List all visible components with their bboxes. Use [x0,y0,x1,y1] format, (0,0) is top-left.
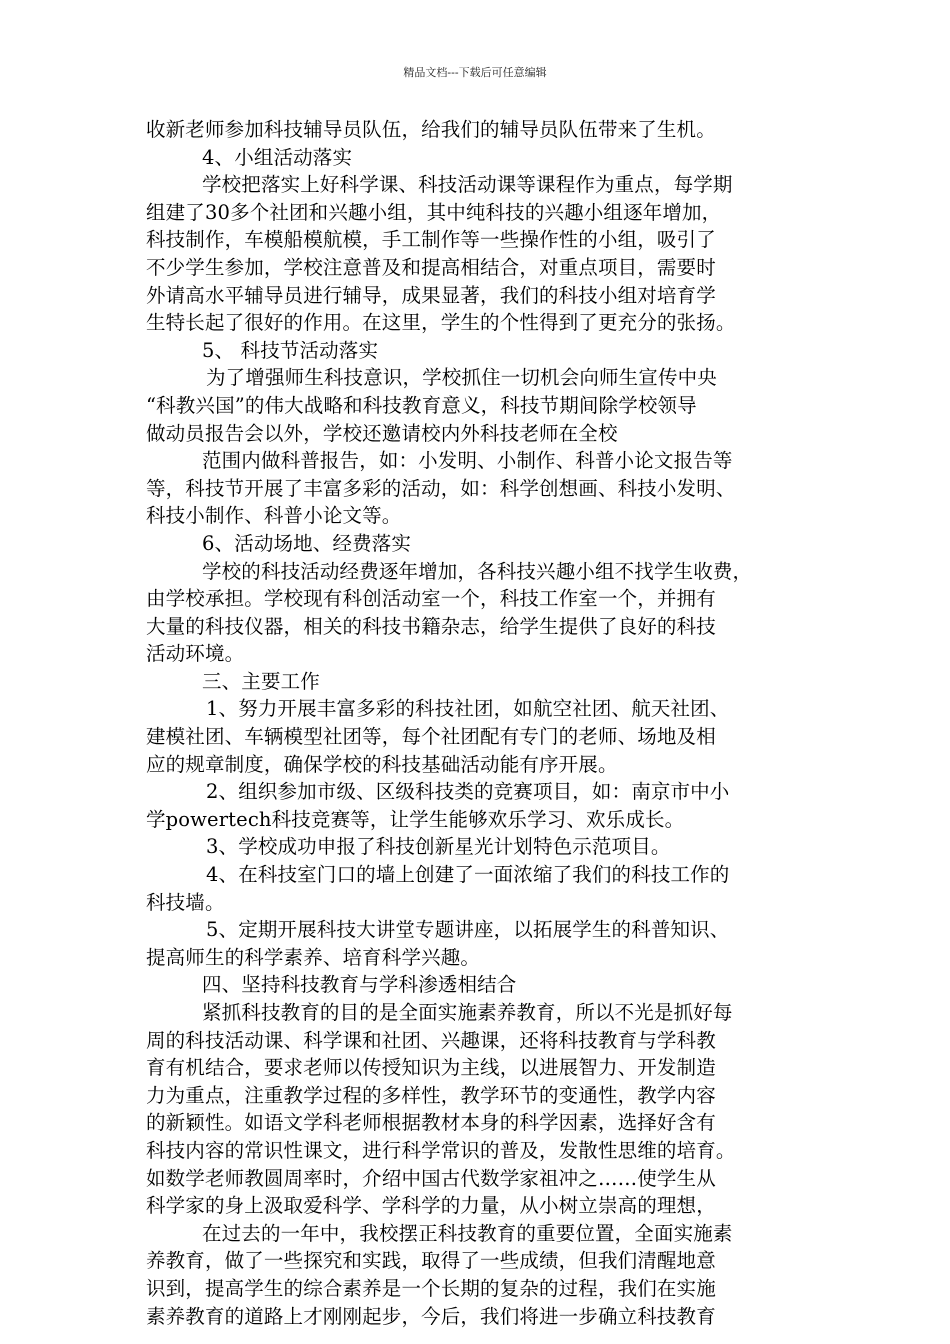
text-line: 由学校承担。学校现有科创活动室一个，科技工作室一个，并拥有 [146,587,716,611]
text-line: 2、组织参加市级、区级科技类的竞赛项目，如：南京市中小 [206,780,730,804]
text-line: 外请高水平辅导员进行辅导，成果显著，我们的科技小组对培育学 [146,283,716,307]
text-line: 6、活动场地、经费落实 [202,531,412,555]
text-line: 在过去的一年中，我校摆正科技教育的重要位置，全面实施素 [202,1221,733,1245]
text-line: 应的规章制度，确保学校的科技基础活动能有序开展。 [146,752,618,776]
text-line: 科技制作，车模船模航模，手工制作等一些操作性的小组，吸引了 [146,228,716,252]
text-line: 3、学校成功申报了科技创新星光计划特色示范项目。 [206,835,671,859]
text-line: 5、定期开展科技大讲堂专题讲座，以拓展学生的科普知识、 [206,918,730,942]
text-line: 养教育，做了一些探究和实践，取得了一些成绩，但我们清醒地意 [146,1249,716,1273]
text-line: 素养教育的道路上才刚刚起步，今后，我们将进一步确立科技教育 [146,1304,716,1328]
text-line: 紧抓科技教育的目的是全面实施素养教育，所以不光是抓好每 [202,1001,733,1024]
text-line: 生特长起了很好的作用。在这里，学生的个性得到了更充分的张扬。 [146,311,736,335]
text-line: 学校把落实上好科学课、科技活动课等课程作为重点，每学期 [202,173,733,197]
text-line: 三、主要工作 [202,669,320,693]
text-line: 大量的科技仪器，相关的科技书籍杂志，给学生提供了良好的科技 [146,614,716,638]
text-line: 四、坚持科技教育与学科渗透相结合 [202,973,517,997]
document-body [146,116,826,1330]
page-header-watermark: 精品文档---下载后可任意编辑 [403,66,547,79]
text-line: 不少学生参加，学校注意普及和提高相结合，对重点项目，需要时 [146,255,716,279]
text-line: 提高师生的科学素养、培育科学兴趣。 [146,945,481,969]
text-line: 育有机结合，要求老师以传授知识为主线，以进展智力、开发制造 [146,1056,716,1080]
text-line: 科技墙。 [146,890,225,914]
text-line: 科学家的身上汲取爱科学、学科学的力量，从小树立崇高的理想， [146,1194,716,1218]
text-line: 4、小组活动落实 [202,145,353,169]
text-line: 科技小制作、科普小论文等。 [146,504,402,528]
text-line: 活动环境。 [146,642,245,666]
text-line: 如数学老师教圆周率时，介绍中国古代数学家祖冲之……使学生从 [146,1166,716,1190]
text-line: 等，科技节开展了丰富多彩的活动，如：科学创想画、科技小发明、 [146,476,736,500]
text-line: 组建了30多个社团和兴趣小组，其中纯科技的兴趣小组逐年增加， [146,200,722,224]
text-line: 识到，提高学生的综合素养是一个长期的复杂的过程，我们在实施 [146,1276,716,1300]
text-line: “科教兴国”的伟大战略和科技教育意义，科技节期间除学校领导 [146,393,697,417]
text-line: 的新颖性。如语文学科老师根据教材本身的科学因素，选择好含有 [146,1111,716,1135]
text-line: 建模社团、车辆模型社团等，每个社团配有专门的老师、场地及相 [146,725,716,749]
text-line: 范围内做科普报告，如：小发明、小制作、科普小论文报告等 [202,449,733,473]
text-line: 做动员报告会以外，学校还邀请校内外科技老师在全校 [146,421,618,445]
text-line: 周的科技活动课、科学课和社团、兴趣课，还将科技教育与学科教 [146,1028,716,1052]
text-line: 学校的科技活动经费逐年增加，各科技兴趣小组不找学生收费， [202,559,753,583]
text-line: 收新老师参加科技辅导员队伍，给我们的辅导员队伍带来了生机。 [146,118,716,141]
text-line: 4、在科技室门口的墙上创建了一面浓缩了我们的科技工作的 [206,863,730,887]
text-line: 科技内容的常识性课文，进行科学常识的普及，发散性思维的培育。 [146,1138,736,1162]
text-line: 学powertech科技竞赛等，让学生能够欢乐学习、欢乐成长。 [146,807,685,831]
text-line: 1、努力开展丰富多彩的科技社团，如航空社团、航天社团、 [206,697,730,721]
text-line: 为了增强师生科技意识，学校抓住一切机会向师生宣传中央 [206,366,717,390]
text-line: 5、 科技节活动落实 [202,338,379,362]
text-line: 力为重点，注重教学过程的多样性，教学环节的变通性，教学内容 [146,1083,716,1107]
